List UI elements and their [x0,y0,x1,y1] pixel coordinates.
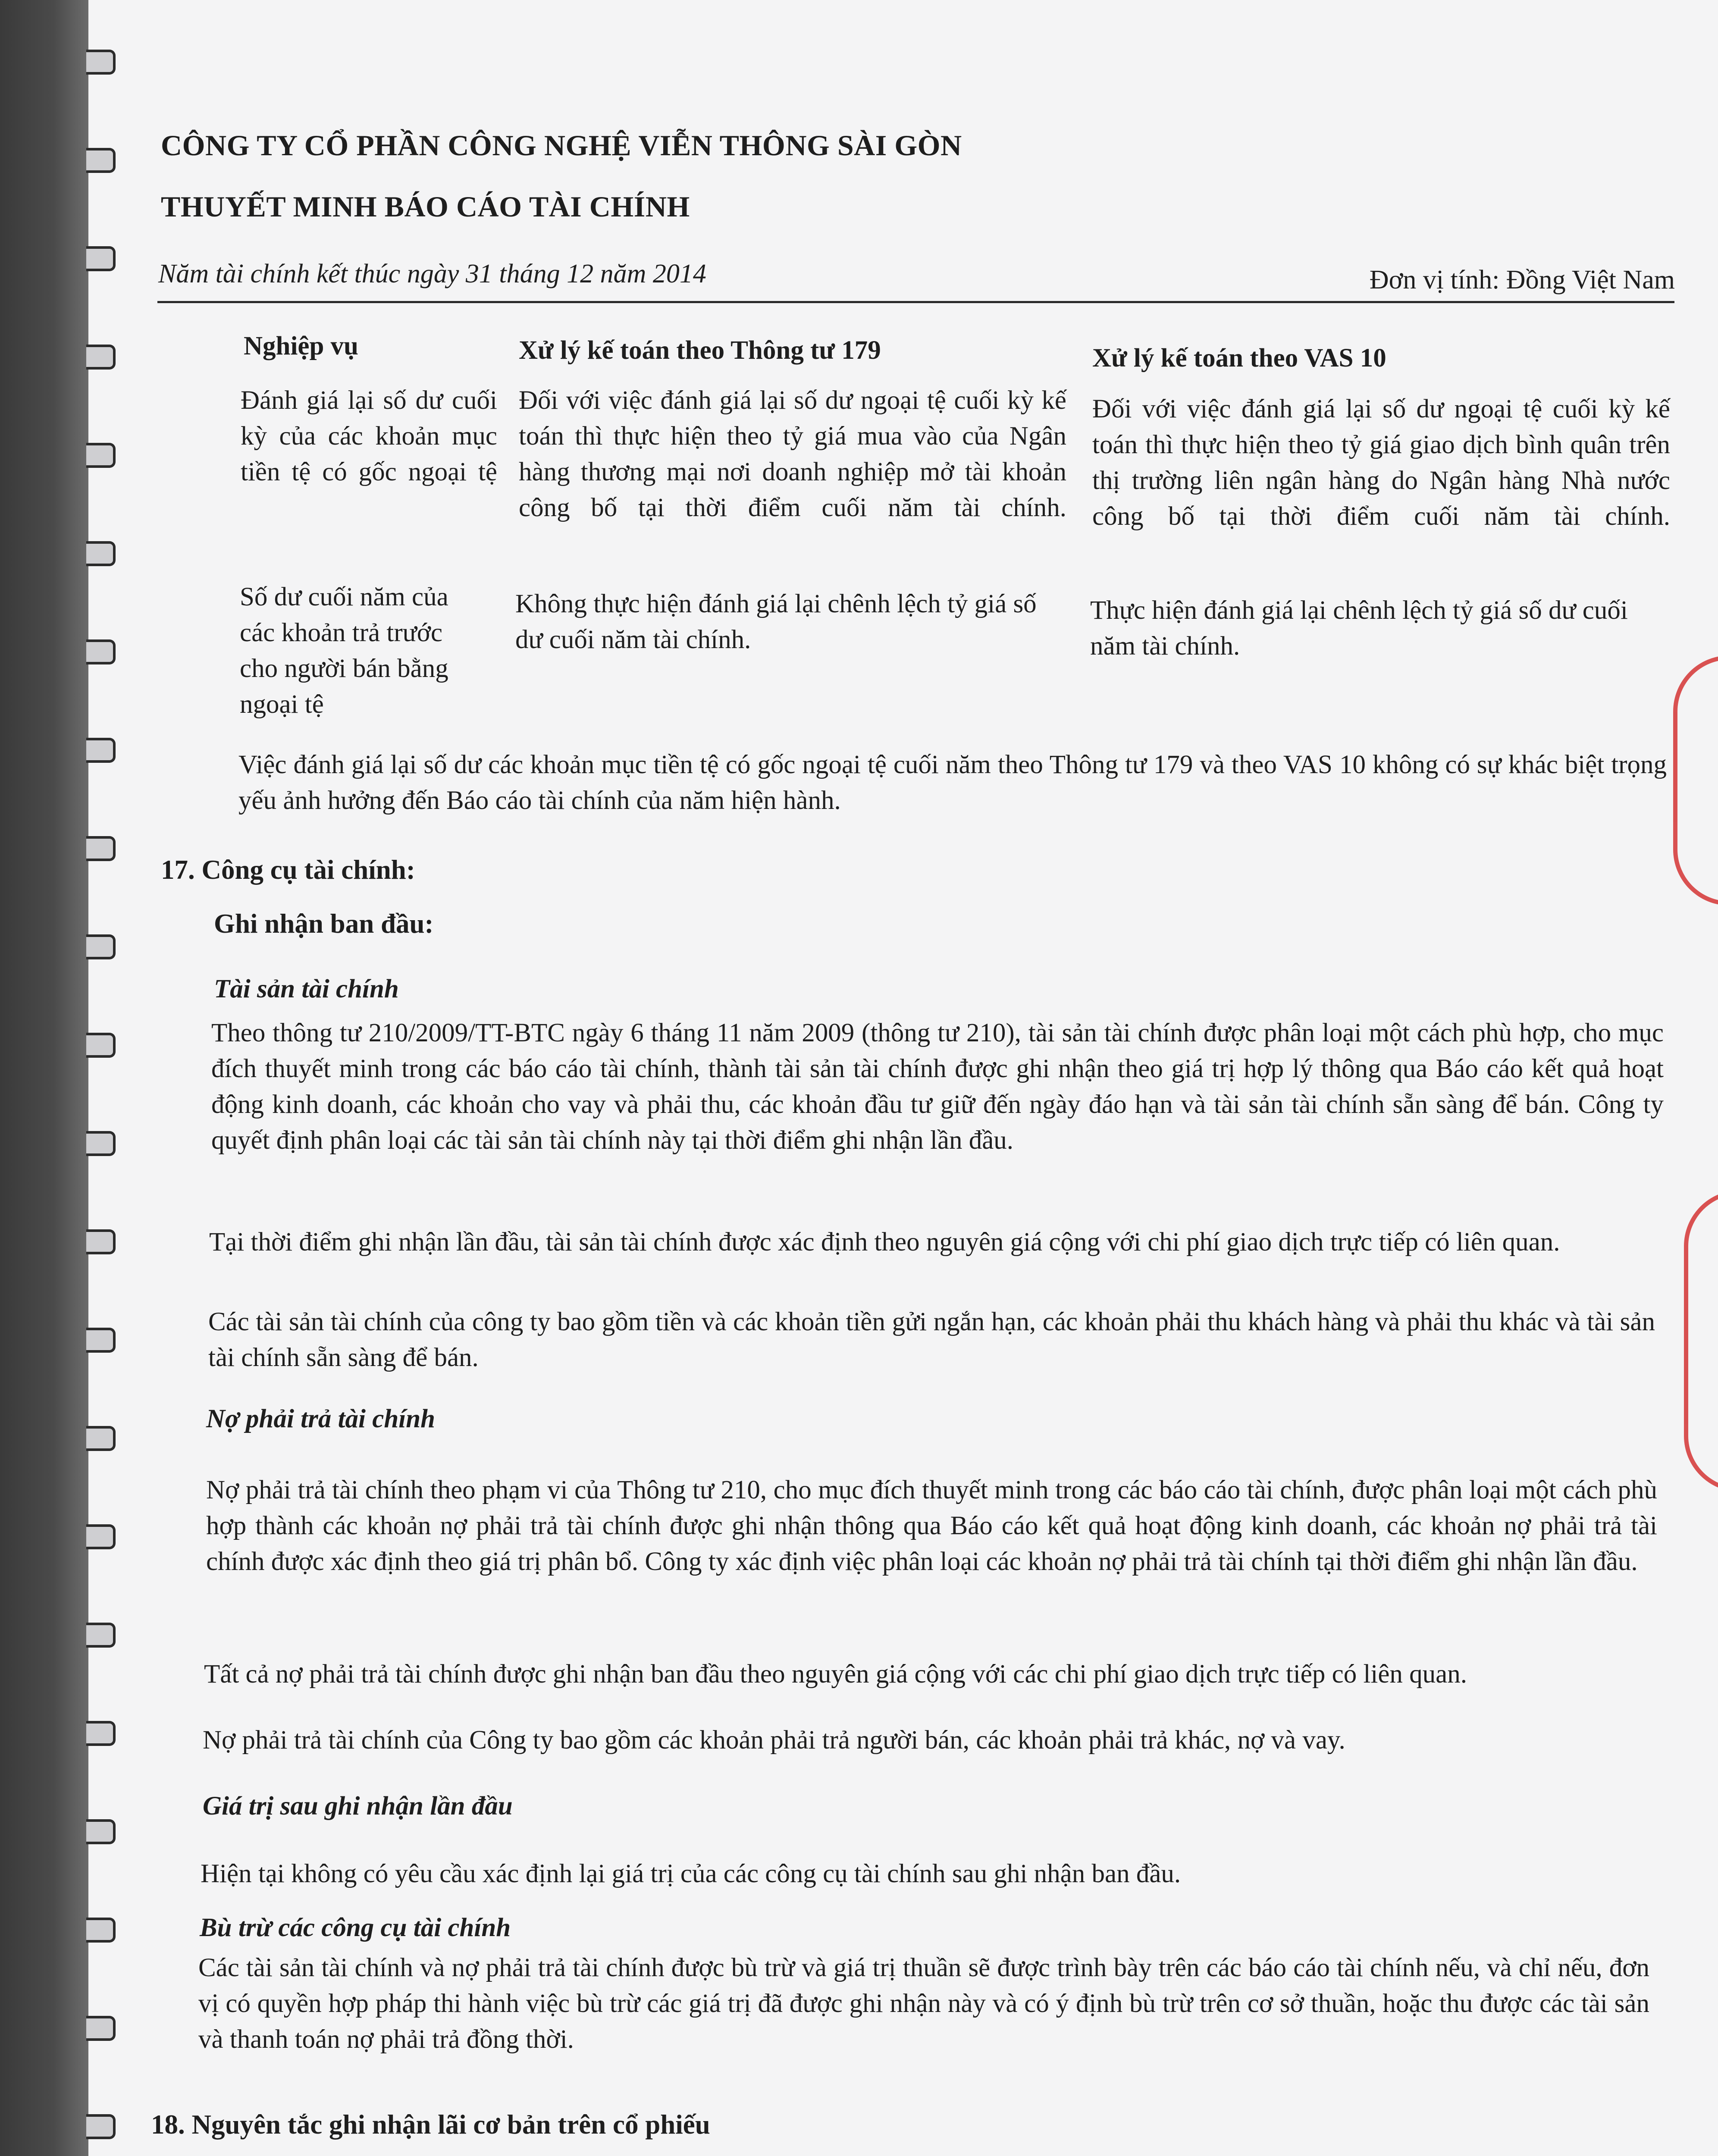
binding-ring [86,1819,116,1844]
table-note: Việc đánh giá lại số dư các khoản mục tiền tệ có gốc ngoại tệ cuối năm theo Thông tư 179 và theo VAS 10 không có sự khác biệt trọng yếu ảnh hưởng đến Báo cáo tài chính của năm hiện hành. [238,750,1667,815]
offsetting-heading: Bù trừ các công cụ tài chính [200,1913,511,1942]
binding-ring [86,246,116,271]
section-18-title: 18. Nguyên tắc ghi nhận lãi cơ bản trên cổ phiếu [151,2109,710,2140]
binding-ring [86,443,116,468]
company-seal-stamp-lower [1684,1190,1718,1492]
binding-ring [86,639,116,664]
binding-ring [86,2016,116,2041]
binding-ring [86,1033,116,1058]
financial-assets-paragraph-3: Các tài sản tài chính của công ty bao gồm tiền và các khoản tiền gửi ngắn hạn, các khoản phải thu khách hàng và phải thu khác và tài sản tài chính sẵn sàng để bán. [208,1307,1655,1372]
document-title: THUYẾT MINH BÁO CÁO TÀI CHÍNH [161,190,690,223]
binding-ring [86,1426,116,1451]
currency-unit: Đơn vị tính: Đồng Việt Nam [1369,265,1675,295]
table-row-2-tt179: Không thực hiện đánh giá lại chênh lệch tỷ giá số dư cuối năm tài chính. [515,589,1037,654]
binding-strip [0,0,88,2156]
subsequent-measurement-paragraph: Hiện tại không có yêu cầu xác định lại giá trị của các công cụ tài chính sau ghi nhận ban đầu. [201,1859,1181,1888]
header-rule [157,301,1674,303]
section-17-title: 17. Công cụ tài chính: [161,855,415,885]
table-header-tt179: Xử lý kế toán theo Thông tư 179 [519,336,881,365]
binding-ring [86,1524,116,1549]
binding-ring [86,541,116,566]
financial-liabilities-paragraph-1: Nợ phải trả tài chính theo phạm vi của Thông tư 210, cho mục đích thuyết minh trong các báo cáo tài chính, được phân loại một cách phù hợp thành các khoản nợ phải trả tài chính được ghi nhận thông qua Báo cáo kết quả hoạt động kinh doanh, các khoản nợ phải trả tài chính được xác định theo giá trị phân bổ. Công ty xác định việc phân loại các khoản nợ phải trả tài chính tại thời điểm ghi nhận lần đầu. [206,1476,1657,1576]
binding-ring [86,1918,116,1943]
binding-ring [86,2114,116,2139]
binding-ring [86,1623,116,1648]
offsetting-paragraph: Các tài sản tài chính và nợ phải trả tài chính được bù trừ và giá trị thuần sẽ được trình bày trên các báo cáo tài chính nếu, và chỉ nếu, đơn vị có quyền hợp pháp thi hành việc bù trừ các giá trị đã được ghi nhận này và có ý định bù trừ trên cơ sở thuần, hoặc thu được các tài sản và thanh toán nợ phải trả đồng thời. [198,1953,1649,2054]
financial-liabilities-paragraph-3: Nợ phải trả tài chính của Công ty bao gồm các khoản phải trả người bán, các khoản phải trả khác, nợ và vay. [203,1726,1345,1755]
initial-recognition-heading: Ghi nhận ban đầu: [214,909,434,939]
company-seal-stamp [1673,655,1718,906]
binding-ring [86,836,116,861]
table-row-2-item: Số dư cuối năm của các khoản trả trước cho người bán bằng ngoại tệ [240,583,448,719]
table-row-1-vas10: Đối với việc đánh giá lại số dư ngoại tệ cuối kỳ kế toán thì thực hiện theo tỷ giá giao dịch bình quân trên thị trường liên ngân hàng do Ngân hàng Nhà nước công bố tại thời điểm cuối năm tài chính. [1092,395,1670,531]
binding-ring [86,345,116,370]
financial-assets-paragraph-1: Theo thông tư 210/2009/TT-BTC ngày 6 tháng 11 năm 2009 (thông tư 210), tài sản tài chính được phân loại một cách phù hợp, cho mục đích thuyết minh trong các báo cáo tài chính, thành tài sản tài chính được ghi nhận theo giá trị hợp lý thông qua Báo cáo kết quả hoạt động kinh doanh, các khoản cho vay và phải thu, các khoản đầu tư giữ đến ngày đáo hạn và tài sản tài chính sẵn sàng để bán. Công ty quyết định phân loại các tài sản tài chính này tại thời điểm ghi nhận lần đầu. [211,1018,1664,1155]
financial-assets-paragraph-2: Tại thời điểm ghi nhận lần đầu, tài sản tài chính được xác định theo nguyên giá cộng với chi phí giao dịch trực tiếp có liên quan. [209,1228,1560,1257]
subsequent-measurement-heading: Giá trị sau ghi nhận lần đầu [203,1792,513,1821]
binding-ring [86,1131,116,1156]
table-row-1-tt179: Đối với việc đánh giá lại số dư ngoại tệ cuối kỳ kế toán thì thực hiện theo tỷ giá mua vào của Ngân hàng thương mại nơi doanh nghiệp mở tài khoản công bố tại thời điểm cuối năm tài chính. [519,386,1066,522]
binding-ring [86,1229,116,1254]
table-row-2-vas10: Thực hiện đánh giá lại chênh lệch tỷ giá số dư cuối năm tài chính. [1090,596,1628,661]
binding-ring [86,738,116,763]
binding-ring [86,934,116,959]
binding-ring [86,1721,116,1746]
table-header-item: Nghiệp vụ [244,332,359,360]
financial-assets-heading: Tài sản tài chính [214,975,399,1003]
table-row-1-item: Đánh giá lại số dư cuối kỳ của các khoản mục tiền tệ có gốc ngoại tệ [241,386,497,486]
binding-ring [86,148,116,173]
financial-liabilities-heading: Nợ phải trả tài chính [206,1404,436,1433]
table-header-vas10: Xử lý kế toán theo VAS 10 [1092,344,1386,373]
binding-ring [86,50,116,75]
financial-liabilities-paragraph-2: Tất cả nợ phải trả tài chính được ghi nhận ban đầu theo nguyên giá cộng với các chi phí giao dịch trực tiếp có liên quan. [204,1660,1467,1689]
company-name: CÔNG TY CỔ PHẦN CÔNG NGHỆ VIỄN THÔNG SÀI GÒN [161,129,962,162]
fiscal-year: Năm tài chính kết thúc ngày 31 tháng 12 năm 2014 [158,259,706,288]
binding-ring [86,1328,116,1353]
